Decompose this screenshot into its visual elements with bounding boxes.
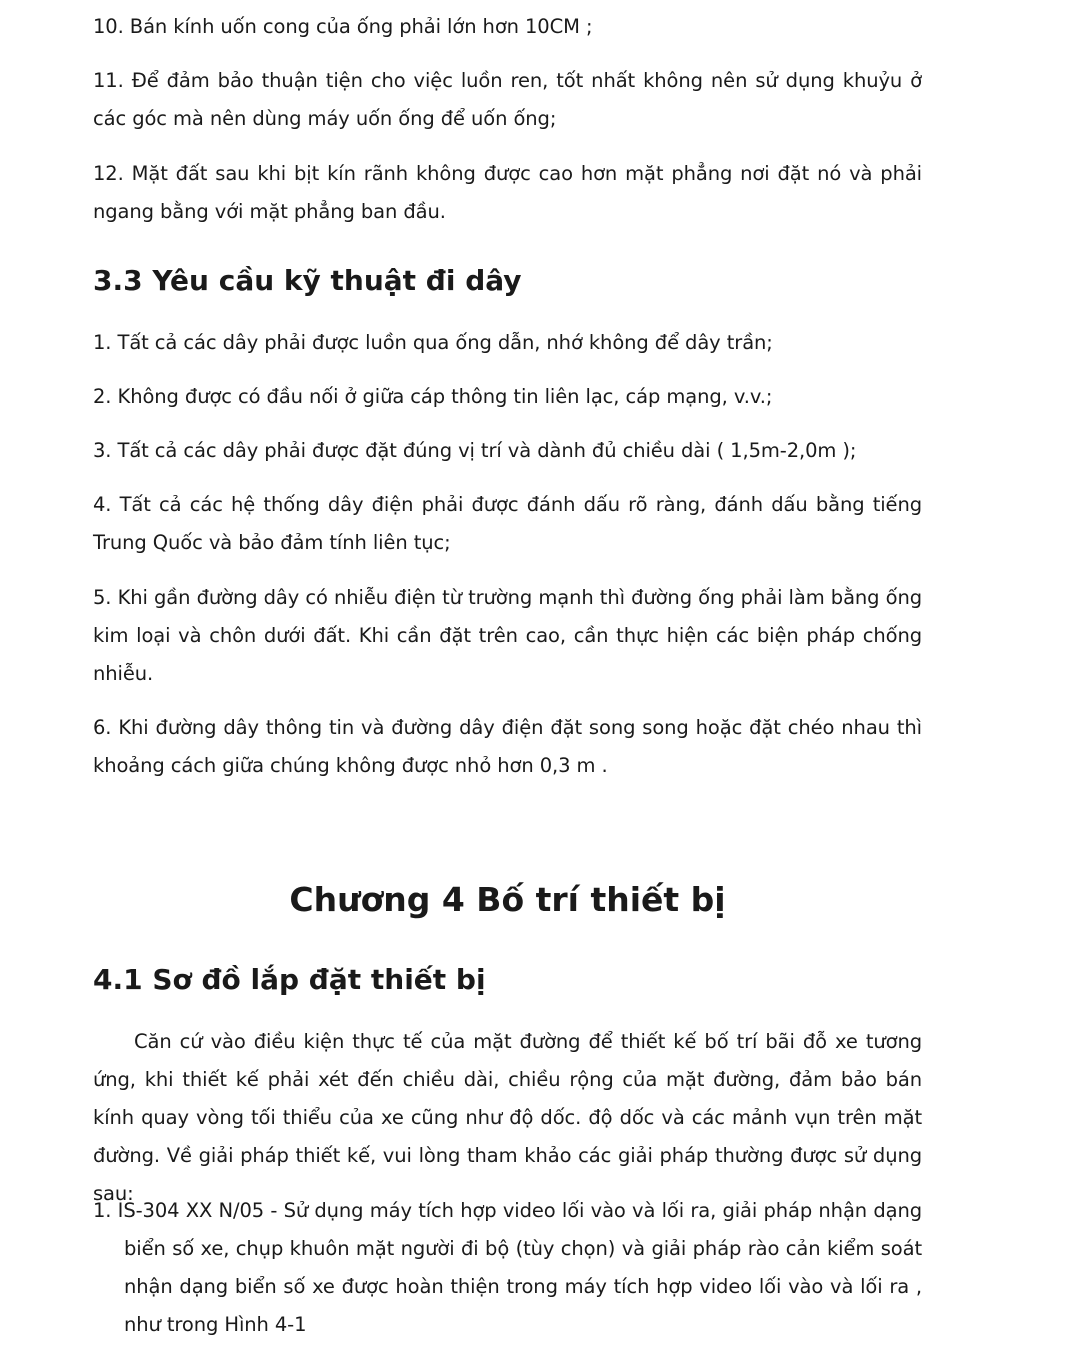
wiring-item-1: 1. Tất cả các dây phải được luồn qua ống dẫn, nhớ không để dây trần; <box>93 331 773 354</box>
body-paragraph: Căn cứ vào điều kiện thực tế của mặt đường để thiết kế bố trí bãi đỗ xe tương ứng, khi thiết kế phải xét đến chiều dài, chiều rộng của mặt đường, đảm bảo bán kính quay vòng tối thiểu của xe cũng như độ dốc. độ dốc và các mảnh vụn trên mặt đường. Về giải pháp thiết kế, vui lòng tham khảo các giải pháp thường được sử dụng sau: <box>93 1030 922 1205</box>
section-heading-3-3: 3.3 Yêu cầu kỹ thuật đi dây <box>93 264 522 297</box>
list-item-12: 12. Mặt đất sau khi bịt kín rãnh không được cao hơn mặt phẳng nơi đặt nó và phải ngang bằng với mặt phẳng ban đầu. <box>93 162 922 223</box>
list-item-11: 11. Để đảm bảo thuận tiện cho việc luồn ren, tốt nhất không nên sử dụng khuỷu ở các góc mà nên dùng máy uốn ống để uốn ống; <box>93 69 922 130</box>
wiring-item-4: 4. Tất cả các hệ thống dây điện phải được đánh dấu rõ ràng, đánh dấu bằng tiếng Trung Quốc và bảo đảm tính liên tục; <box>93 493 922 554</box>
wiring-item-2: 2. Không được có đầu nối ở giữa cáp thông tin liên lạc, cáp mạng, v.v.; <box>93 385 773 408</box>
wiring-item-6: 6. Khi đường dây thông tin và đường dây điện đặt song song hoặc đặt chéo nhau thì khoảng cách giữa chúng không được nhỏ hơn 0,3 m . <box>93 716 922 777</box>
chapter-title: Chương 4 Bố trí thiết bị <box>289 880 726 919</box>
wiring-item-5: 5. Khi gần đường dây có nhiễu điện từ trường mạnh thì đường ống phải làm bằng ống kim loại và chôn dưới đất. Khi cần đặt trên cao, cần thực hiện các biện pháp chống nhiễu. <box>93 586 922 685</box>
list-item-10: 10. Bán kính uốn cong của ống phải lớn hơn 10CM ; <box>93 15 593 38</box>
wiring-item-3: 3. Tất cả các dây phải được đặt đúng vị trí và dành đủ chiều dài ( 1,5m-2,0m ); <box>93 439 857 462</box>
section-heading-4-1: 4.1 Sơ đồ lắp đặt thiết bị <box>93 963 486 996</box>
solution-item-1: 1. IS-304 XX N/05 - Sử dụng máy tích hợp video lối vào và lối ra, giải pháp nhận dạng biển số xe, chụp khuôn mặt người đi bộ (tùy chọn) và giải pháp rào cản kiểm soát nhận dạng biển số xe được hoàn thiện trong máy tích hợp video lối vào và lối ra , như trong Hình 4-1 <box>93 1199 922 1336</box>
